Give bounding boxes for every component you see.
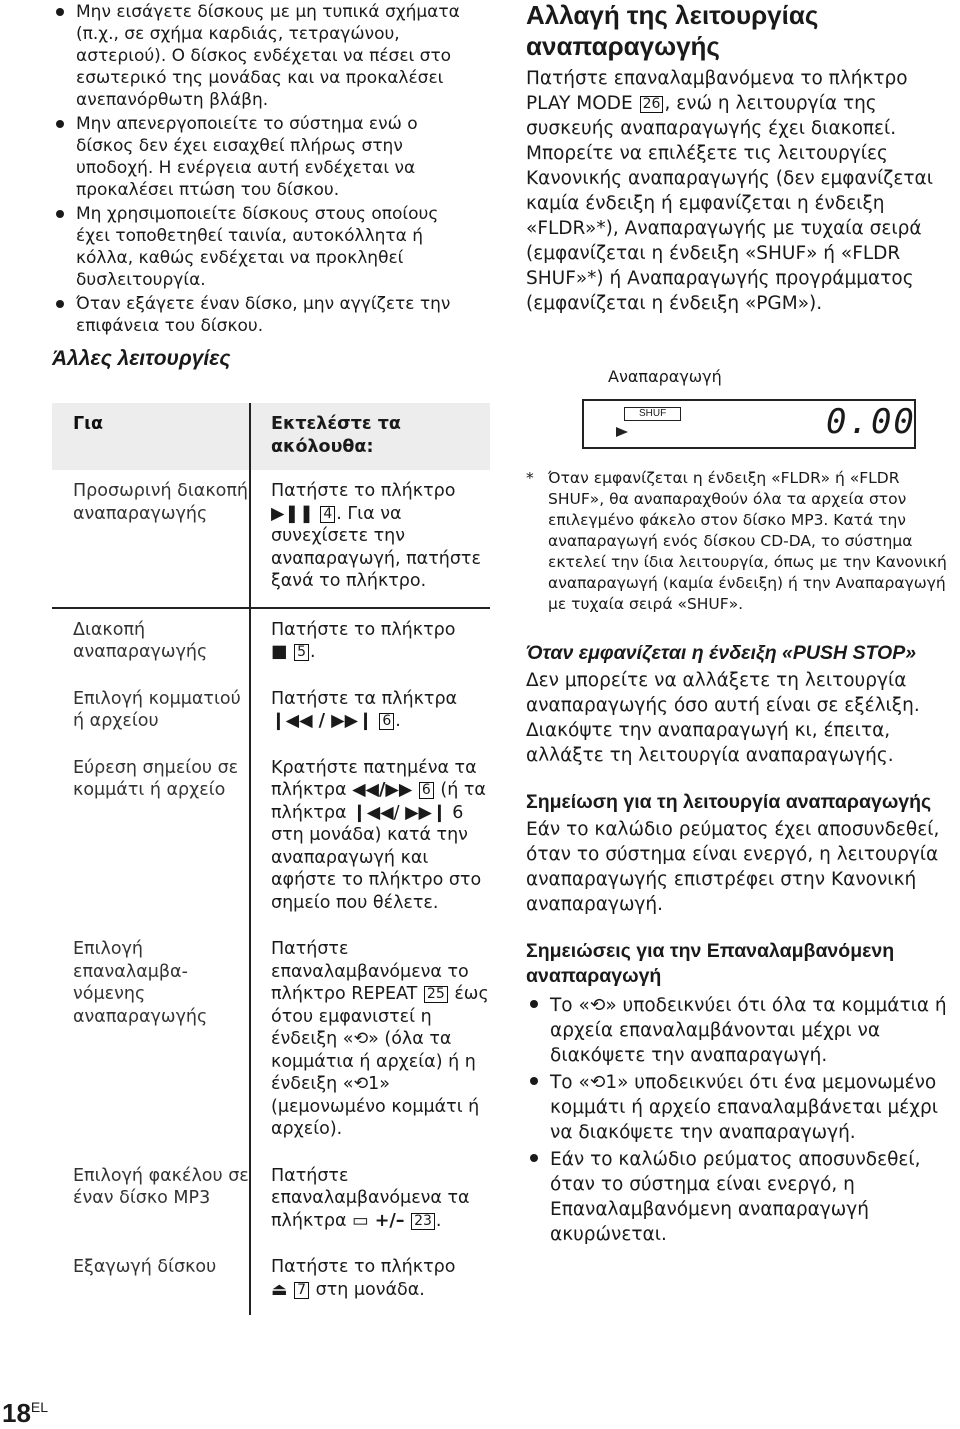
language-code: EL <box>30 1399 49 1415</box>
list-item: Εάν το καλώδιο ρεύματος αποσυνδεθεί, όταν το σύστημα είναι ενεργό, η Επαναλαμβανόμενη αναπαραγωγή ακυρώνεται. <box>526 1147 956 1247</box>
key-number: 26 <box>640 96 664 113</box>
row-action: Πατήστε το πλήκτρο ■ 5 . <box>250 608 490 678</box>
lcd-display <box>582 399 916 449</box>
play-mode-heading: Αλλαγή της λειτουργίας αναπαραγωγής <box>526 0 819 61</box>
row-function: Επιλογή φακέλου σε έναν δίσκο MP3 <box>73 1165 249 1208</box>
row-function: Εξαγωγή δίσκου <box>73 1257 217 1277</box>
section-heading-other-functions: Άλλες λειτουργίες <box>52 347 231 370</box>
display-label: Αναπαραγωγή <box>608 367 722 386</box>
list-item: Το «⟲» υποδεικνύει ότι όλα τα κομμάτια ή αρχεία επαναλαμβάνονται μέχρι να διακόψετε την αναπαραγωγή. <box>526 993 956 1068</box>
right-column <box>526 0 951 316</box>
play-mode-paragraph: Πατήστε επαναλαμβανόμενα το πλήκτρο PLAY MODE 26 , ενώ η λειτουργία της συσκευής αναπαραγωγής έχει διακοπεί. Μπορείτε να επιλέξετε τις λειτουργίες Κανονικής αναπαραγωγής (δεν εμφανίζεται καμία ένδειξη ή εμφανίζεται η ένδειξη «FLDR»*), Αναπαραγωγής με τυχαία σειρά (εμφανίζεται η ένδειξη «SHUF» ή «FLDR SHUF»*) ή Αναπαραγωγής προγράμματος (εμφανίζεται η ένδειξη «PGM»). <box>526 68 933 314</box>
key-number: 6 <box>379 713 394 730</box>
row-action: Πατήστε επαναλαμβανόμενα το πλήκτρο REPEAT 25 έως ότου εμφανιστεί η ένδειξη «⟲» (όλα τα κομμάτια ή αρχεία) ή η ένδειξη «⟲1» (μεμονωμένο κομμάτι ή αρχείο). <box>250 928 490 1155</box>
row-function: Διακοπή αναπαραγωγής <box>52 608 250 678</box>
row-action: Πατήστε το πλήκτρο ⏏ 7 στη μονάδα. <box>250 1246 490 1315</box>
table-row <box>52 470 490 608</box>
precautions-list <box>52 1 470 337</box>
table-row <box>52 1246 490 1315</box>
key-number: 4 <box>320 506 335 523</box>
list-item: Όταν εξάγετε έναν δίσκο, μην αγγίζετε την επιφάνεια του δίσκου. <box>52 293 470 337</box>
key-number: 25 <box>424 986 448 1003</box>
time-readout: 0.00 <box>826 402 916 442</box>
footnote-mark: * <box>526 469 534 487</box>
folder-plus-minus-icon: ▭ +/– <box>352 1210 405 1231</box>
row-function: Επιλογή κομματιού ή αρχείου <box>73 688 241 731</box>
table-header-row <box>52 403 490 470</box>
push-stop-heading: Όταν εμφανίζεται η ένδειξη «PUSH STOP» <box>526 642 917 664</box>
row-action: Πατήστε επαναλαμβανόμενα τα πλήκτρα ▭ +/– 23 . <box>250 1155 490 1247</box>
footnote: * Όταν εμφανίζεται η ένδειξη «FLDR» ή «FLDR SHUF», θα αναπαραχθούν όλα τα αρχεία στον επιλεγμένο φάκελο στον δίσκο MP3. Κατά την αναπαραγωγή ενός δίσκου CD-DA, το σύστημα εκτελεί την ίδια λειτουργία, όπως με την Κανονική αναπαραγωγή (καμία ένδειξη) ή την Αναπαραγωγή με τυχαία σειρά «SHUF». <box>526 469 947 613</box>
rewind-forward-icon: ◀◀/▶▶ <box>352 780 413 800</box>
table-row <box>52 678 490 747</box>
list-item: Μη χρησιμοποιείτε δίσκους στους οποίους έχει τοποθετηθεί ταινία, αυτοκόλλητα ή κόλλα, καθώς ενδέχεται να προκληθεί δυσλειτουργία. <box>52 203 470 291</box>
table-row <box>52 928 490 1155</box>
list-item: Μην απενεργοποιείτε το σύστημα ενώ ο δίσκος δεν έχει εισαχθεί πλήρως στην υποδοχή. Η ενέργεια αυτή ενδέχεται να προκαλέσει πτώση του δίσκου. <box>52 113 470 201</box>
row-function: Εύρεση σημείου σε κομμάτι ή αρχείο <box>73 757 239 800</box>
table-header-for: Για <box>52 403 250 470</box>
stop-icon: ■ <box>271 642 288 662</box>
key-number: 23 <box>411 1213 435 1230</box>
push-stop-text: Δεν μπορείτε να αλλάξετε τη λειτουργία αναπαραγωγής όσο αυτή είναι σε εξέλιξη. Διακόψτε την αναπαραγωγή κι, έπειτα, αλλάξτε τη λειτουργία αναπαραγωγής. <box>526 670 920 766</box>
key-number: 6 <box>419 782 434 799</box>
repeat-notes-list <box>526 993 956 1247</box>
table-header-action: Εκτελέστε τα ακόλουθα: <box>250 403 490 470</box>
row-function: Προσωρινή διακοπή αναπαραγωγής <box>73 481 248 524</box>
row-function: Επιλογή επαναλαμβα-νόμενης αναπαραγωγής <box>73 939 208 1027</box>
key-number: 7 <box>294 1282 309 1299</box>
table-row <box>52 1155 490 1247</box>
page-number: 18EL <box>2 1398 49 1428</box>
repeat-heading: Σημειώσεις για την Επαναλαμβανόμενη αναπαραγωγή <box>526 940 895 987</box>
skip-prev-next-icon: ❙◀◀ / ▶▶❙ <box>271 711 373 731</box>
note-text: Εάν το καλώδιο ρεύματος έχει αποσυνδεθεί, όταν το σύστημα είναι ενεργό, η λειτουργία αναπαραγωγής επιστρέφει στην Κανονική αναπαραγωγή. <box>526 819 940 915</box>
table-row <box>52 747 490 929</box>
list-item: Το «⟲1» υποδεικνύει ότι ένα μεμονωμένο κομμάτι ή αρχείο επαναλαμβάνεται μέχρι να διακόψετε την αναπαραγωγή. <box>526 1070 956 1145</box>
table-row <box>52 608 490 678</box>
play-indicator-icon <box>616 427 628 437</box>
row-action: Πατήστε τα πλήκτρα ❙◀◀ / ▶▶❙ 6 . <box>250 678 490 747</box>
row-action: Πατήστε το πλήκτρο ▶❚❚ 4 . Για να συνεχίσετε την αναπαραγωγή, πατήστε ξανά το πλήκτρο. <box>250 470 490 608</box>
shuf-indicator: SHUF <box>624 407 681 421</box>
row-action: Κρατήστε πατημένα τα πλήκτρα ◀◀/▶▶ 6 (ή τα πλήκτρα ❙◀◀/ ▶▶❙ 6 στη μονάδα) κατά την αναπαραγωγή και αφήστε το πλήκτρο στο σημείο που θέλετε. <box>250 747 490 929</box>
eject-icon: ⏏ <box>271 1279 288 1300</box>
right-lower <box>526 468 956 1249</box>
key-number: 5 <box>294 644 309 661</box>
play-pause-icon: ▶❚❚ <box>271 503 314 524</box>
list-item: Μην εισάγετε δίσκους με μη τυπικά σχήματα (π.χ., σε σχήμα καρδιάς, τετραγώνου, αστεριού). Ο δίσκος ενδέχεται να πέσει στο εσωτερικό της μονάδας και να προκαλέσει ανεπανόρθωτη βλάβη. <box>52 1 470 111</box>
left-column <box>52 0 470 370</box>
note-heading: Σημείωση για τη λειτουργία αναπαραγωγής <box>526 791 932 813</box>
operations-table <box>52 403 490 1315</box>
